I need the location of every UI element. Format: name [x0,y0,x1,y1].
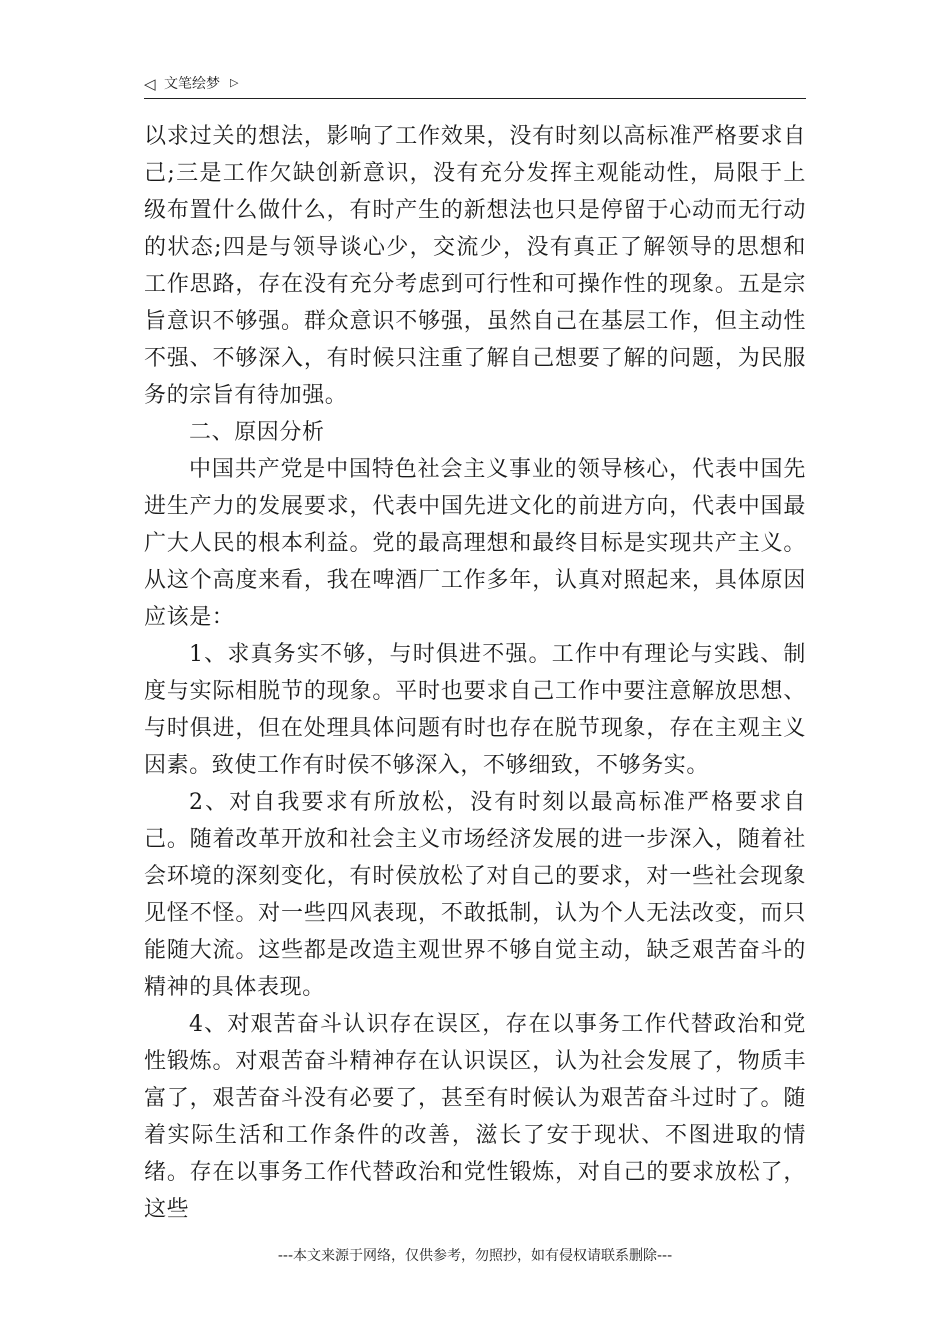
header-brand: 文笔绘梦 [164,76,220,92]
footer-notice: ---本文来源于网络，仅供参考，勿照抄，如有侵权请联系删除--- [277,1248,673,1264]
triangle-left-icon: ◁ [144,75,156,93]
page-header [144,72,806,99]
paragraph: 中国共产党是中国特色社会主义事业的领导核心，代表中国先进生产力的发展要求，代表中国先进文化的前进方向，代表中国最广大人民的根本利益。党的最高理想和最终目标是实现共产主义。从这个高度来看，我在啤酒厂工作多年，认真对照起来，具体原因应该是： [144,457,806,630]
triangle-right-icon: ▷ [230,76,239,89]
paragraph: 1、求真务实不够，与时俱进不强。工作中有理论与实践、制度与实际相脱节的现象。平时也要求自己工作中要注意解放思想、与时俱进，但在处理具体问题有时也存在脱节现象，存在主观主义因素。致使工作有时侯不够深入，不够细致，不够务实。 [144,642,806,778]
document-body [144,118,806,1228]
section-heading: 二、原因分析 [189,420,325,445]
paragraph: 2、对自我要求有所放松，没有时刻以最高标准严格要求自己。随着改革开放和社会主义市场经济发展的进一步深入，随着社会环境的深刻变化，有时侯放松了对自己的要求，对一些社会现象见怪不怪。对一些四风表现，不敢抵制，认为个人无法改变，而只能随大流。这些都是改造主观世界不够自觉主动，缺乏艰苦奋斗的精神的具体表现。 [144,790,806,1000]
paragraph: 4、对艰苦奋斗认识存在误区，存在以事务工作代替政治和党性锻炼。对艰苦奋斗精神存在认识误区，认为社会发展了，物质丰富了，艰苦奋斗没有必要了，甚至有时候认为艰苦奋斗过时了。随着实际生活和工作条件的改善，滋长了安于现状、不图进取的情绪。存在以事务工作代替政治和党性锻炼，对自己的要求放松了，这些 [144,1012,806,1222]
paragraph-continuation: 以求过关的想法，影响了工作效果，没有时刻以高标准严格要求自己;三是工作欠缺创新意识，没有充分发挥主观能动性，局限于上级布置什么做什么，有时产生的新想法也只是停留于心动而无行动的状态;四是与领导谈心少，交流少，没有真正了解领导的思想和工作思路，存在没有充分考虑到可行性和可操作性的现象。五是宗旨意识不够强。群众意识不够强，虽然自己在基层工作，但主动性不强、不够深入，有时候只注重了解自己想要了解的问题，为民服务的宗旨有待加强。 [144,124,806,408]
